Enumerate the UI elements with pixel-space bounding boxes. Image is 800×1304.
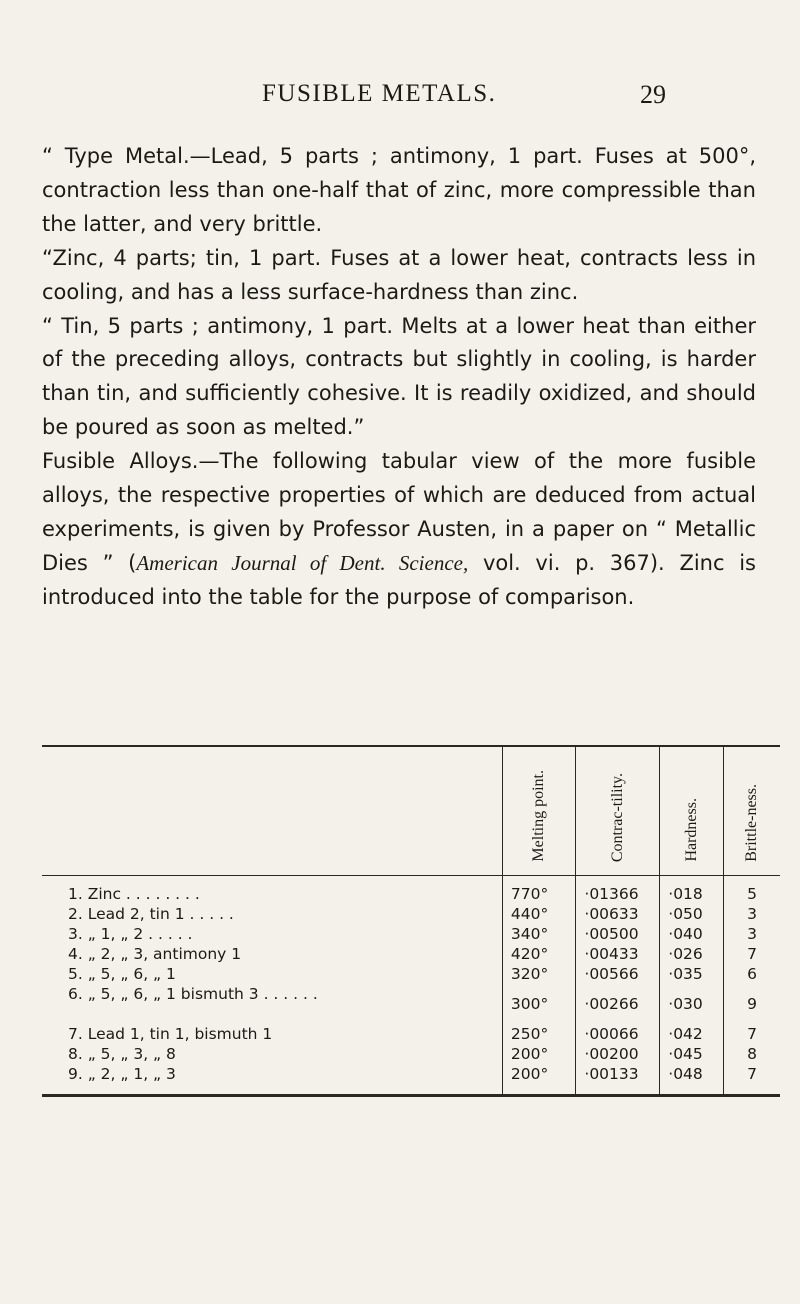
paragraph-type-metal: “ Type Metal.—Lead, 5 parts ; antimony, 1 part. Fuses at 500°, contraction less than one-half that of zinc, more compressible than the latter, and very brittle.	[42, 144, 756, 236]
hardness-cell: ·048	[660, 1064, 724, 1096]
hardness-cell: ·018	[660, 876, 724, 905]
paragraph-zinc-tin: “Zinc, 4 parts; tin, 1 part. Fuses at a lower heat, contracts less in cooling, and has a less surface-hardness than zinc.	[42, 245, 756, 304]
journal-citation: American Journal of Dent. Science,	[136, 550, 469, 575]
running-title: FUSIBLE METALS.	[262, 80, 497, 107]
hardness-cell: ·050	[660, 904, 724, 924]
brittleness-cell: 5	[724, 876, 780, 905]
table-row	[42, 1044, 780, 1064]
alloy-label: 2. Lead 2, tin 1 . . . . .	[68, 905, 234, 923]
table-row	[42, 1064, 780, 1096]
brittleness-cell: 8	[724, 1044, 780, 1064]
melting-point-cell: 770°	[502, 876, 576, 905]
header-hardness: Hardness.	[660, 746, 724, 876]
contractility-cell: ·01366	[576, 876, 660, 905]
table-row	[42, 876, 780, 905]
table-row	[42, 964, 780, 984]
header-contractility: Contrac-tility.	[576, 746, 660, 876]
table-row	[42, 944, 780, 964]
table-body	[42, 876, 780, 1096]
body-text	[42, 140, 756, 615]
contractility-cell: ·00200	[576, 1044, 660, 1064]
melting-point-cell: 440°	[502, 904, 576, 924]
alloy-table-wrapper	[42, 745, 780, 1097]
brittleness-cell: 3	[724, 904, 780, 924]
alloy-label: 1. Zinc . . . . . . . .	[68, 885, 200, 903]
hardness-cell: ·040	[660, 924, 724, 944]
header-brittleness: Brittle-ness.	[724, 746, 780, 876]
melting-point-cell: 250°	[502, 1024, 576, 1044]
paragraph-tin-antimony: “ Tin, 5 parts ; antimony, 1 part. Melts at a lower heat than either of the preceding alloys, contracts but slightly in cooling, is harder than tin, and sufficiently cohesive. It is readily oxidized, and should be poured as soon as melted.”	[42, 313, 756, 440]
melting-point-cell: 340°	[502, 924, 576, 944]
alloy-label: 5. „ 5, „ 6, „ 1	[68, 965, 176, 983]
alloy-label: 7. Lead 1, tin 1, bismuth 1	[68, 1025, 273, 1043]
hardness-cell: ·030	[660, 984, 724, 1024]
brittleness-cell: 7	[724, 1024, 780, 1044]
alloy-label: 4. „ 2, „ 3, antimony 1	[68, 945, 242, 963]
melting-point-cell: 420°	[502, 944, 576, 964]
alloy-label: 3. „ 1, „ 2 . . . . .	[68, 925, 193, 943]
table-header-row	[42, 746, 780, 876]
alloy-label: 8. „ 5, „ 3, „ 8	[68, 1045, 176, 1063]
alloy-properties-table	[42, 745, 780, 1097]
hardness-cell: ·035	[660, 964, 724, 984]
header-melting-point: Melting point.	[502, 746, 576, 876]
contractility-cell: ·00266	[576, 984, 660, 1024]
hardness-cell: ·026	[660, 944, 724, 964]
contractility-cell: ·00066	[576, 1024, 660, 1044]
brittleness-cell: 3	[724, 924, 780, 944]
contractility-cell: ·00566	[576, 964, 660, 984]
contractility-cell: ·00633	[576, 904, 660, 924]
brittleness-cell: 6	[724, 964, 780, 984]
contractility-cell: ·00433	[576, 944, 660, 964]
fusible-text-1: —The following tabular view of the more fusible alloys, the respective properties of which are deduced from actual experiments, is given by Professor Austen, in a paper on “ Metallic Dies ” (	[42, 449, 756, 575]
table-row	[42, 904, 780, 924]
brittleness-cell: 7	[724, 944, 780, 964]
fusible-alloys-heading: Fusible Alloys.	[42, 449, 199, 474]
contractility-cell: ·00133	[576, 1064, 660, 1096]
contractility-cell: ·00500	[576, 924, 660, 944]
header-alloy	[42, 746, 502, 876]
table-row	[42, 924, 780, 944]
melting-point-cell: 320°	[502, 964, 576, 984]
fusible-text-2: vol. vi. p. 367). Zinc is introduced into the table for the purpose of comparison.	[42, 550, 756, 609]
page-header	[0, 80, 800, 114]
melting-point-cell: 300°	[502, 984, 576, 1024]
alloy-label: 6. „ 5, „ 6, „ 1 bismuth 3 . . . . . .	[68, 985, 318, 1003]
melting-point-cell: 200°	[502, 1064, 576, 1096]
table-row	[42, 984, 780, 1024]
brittleness-cell: 7	[724, 1064, 780, 1096]
brittleness-cell: 9	[724, 984, 780, 1024]
paragraph-fusible-alloys	[42, 445, 756, 615]
hardness-cell: ·042	[660, 1024, 724, 1044]
hardness-cell: ·045	[660, 1044, 724, 1064]
page-number: 29	[640, 80, 666, 109]
alloy-label: 9. „ 2, „ 1, „ 3	[68, 1065, 176, 1083]
table-row	[42, 1024, 780, 1044]
melting-point-cell: 200°	[502, 1044, 576, 1064]
